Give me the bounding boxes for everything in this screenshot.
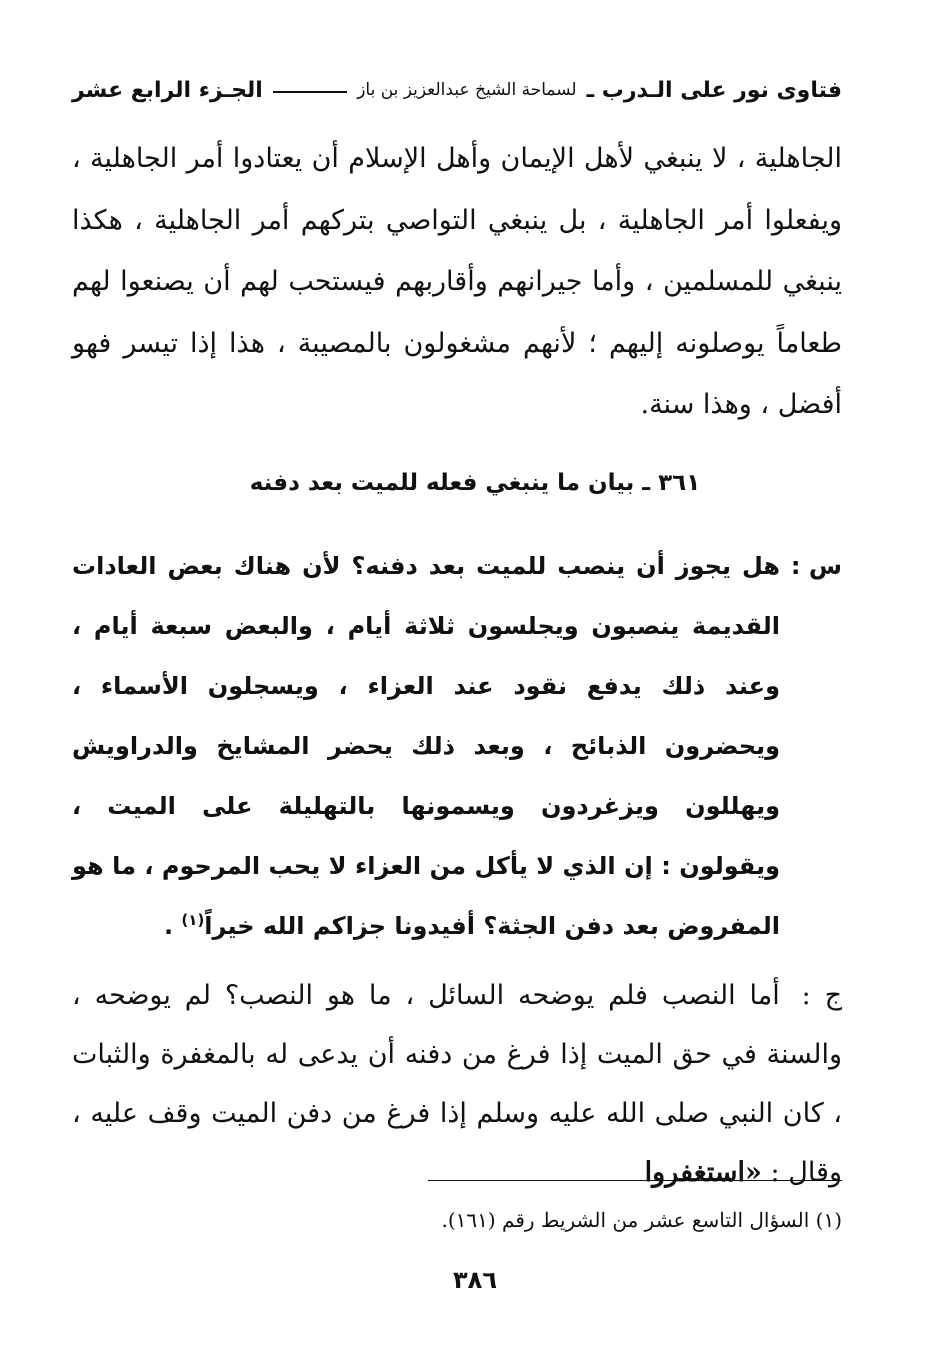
page-number: ٣٨٦ bbox=[453, 1266, 497, 1294]
answer-quote-start: «استغفروا bbox=[644, 1157, 762, 1188]
answer-block bbox=[72, 966, 842, 1202]
header-volume: الجـزء الرابع عشر bbox=[72, 77, 263, 103]
question-text: هل يجوز أن ينصب للميت بعد دفنه؟ لأن هناك بعض العادات القديمة ينصبون ويجلسون ثلاثة أيام ، والبعض سبعة أيام ، وعند ذلك يدفع نقود عند العزاء ، ويسجلون الأسماء ، ويحضرون الذبائح ، وبعد ذلك يحضر المشايخ والدراويش ويهللون ويزغردون ويسمونها بالتهليلة على الميت ، ويقولون : إن الذي لا يأكل من العزاء لا يحب المرحوم ، ما هو المفروض بعد دفن الجثة؟ أفيدونا جزاكم الله خيراً bbox=[72, 552, 780, 940]
header-author: لسماحة الشيخ عبدالعزيز بن باز bbox=[357, 80, 577, 100]
answer-marker: ج : bbox=[801, 980, 842, 1011]
header-rule bbox=[273, 91, 347, 93]
question-block bbox=[72, 536, 842, 956]
answer-text: أما النصب فلم يوضحه السائل ، ما هو النصب؟ لم يوضحه ، والسنة في حق الميت إذا فرغ من دفنه أن يدعى له بالمغفرة والثبات ، كان النبي صلى الله عليه وسلم إذا فرغ من دفن الميت وقف عليه ، وقال : bbox=[72, 980, 842, 1188]
section-title: ٣٦١ ـ بيان ما ينبغي فعله للميت بعد دفنه bbox=[249, 470, 701, 496]
question-text-wrap bbox=[72, 536, 780, 956]
question-marker: س : bbox=[790, 552, 842, 580]
header-book-title: فتاوى نور على الـدرب ـ bbox=[586, 77, 842, 103]
footnote-reference: (١) bbox=[181, 911, 205, 929]
running-header bbox=[72, 72, 842, 108]
footnote: (١) السؤال التاسع عشر من الشريط رقم (١٦١). bbox=[441, 1208, 842, 1232]
footnote-separator bbox=[428, 1180, 842, 1181]
paragraph-continuation: الجاهلية ، لا ينبغي لأهل الإيمان وأهل الإسلام أن يعتادوا أمر الجاهلية ، ويفعلوا أمر الجاهلية ، بل ينبغي التواصي بتركهم أمر الجاهلية ، هكذا ينبغي للمسلمين ، وأما جيرانهم وأقاربهم فيستحب لهم أن يصنعوا لهم طعاماً يوصلونه إليهم ؛ لأنهم مشغولون بالمصيبة ، هذا إذا تيسر فهو أفضل ، وهذا سنة. bbox=[72, 143, 842, 420]
question-end: . bbox=[163, 912, 182, 940]
